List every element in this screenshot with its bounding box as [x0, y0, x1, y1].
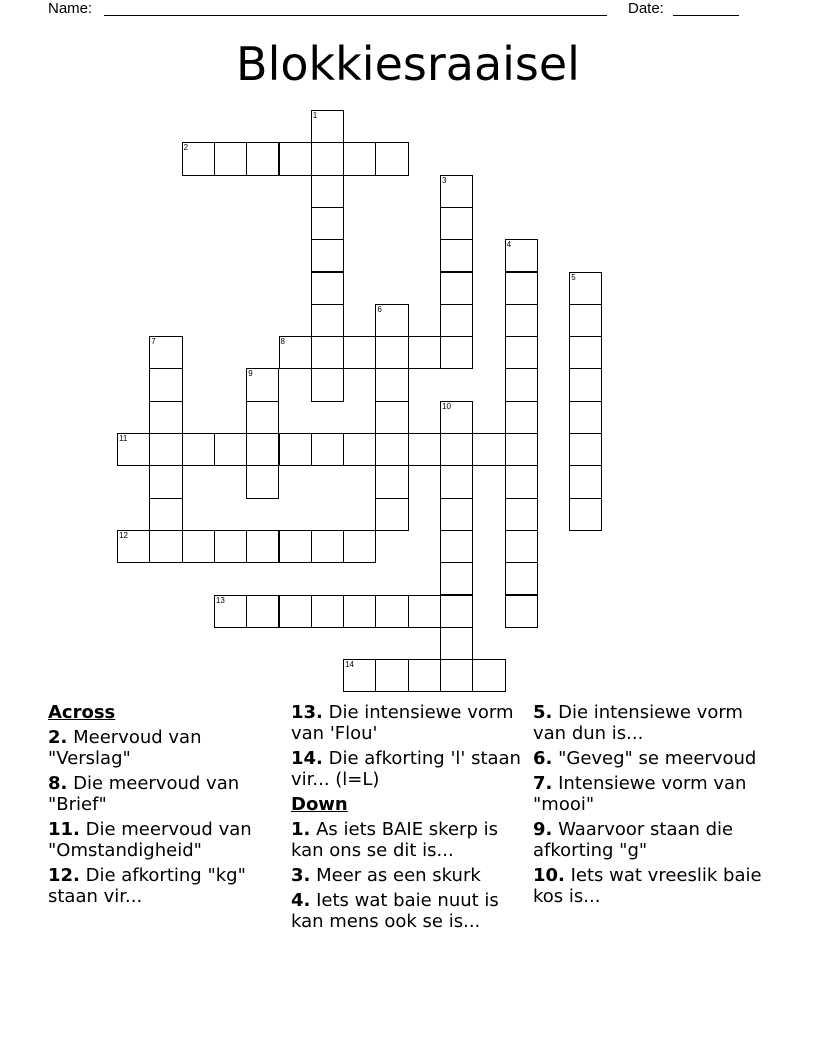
clue-item: [291, 819, 525, 861]
grid-cell[interactable]: [246, 530, 279, 563]
grid-cell[interactable]: [505, 562, 538, 595]
grid-cell[interactable]: [440, 401, 473, 434]
clue-number-label: 1.: [291, 819, 311, 840]
grid-cell[interactable]: [149, 498, 182, 531]
clue-item: [291, 865, 525, 886]
grid-cell[interactable]: [505, 498, 538, 531]
grid-cell[interactable]: [569, 336, 602, 369]
clue-number-label: 14.: [291, 748, 323, 769]
grid-cell[interactable]: [311, 272, 344, 305]
clue-item: [48, 865, 280, 907]
grid-cell[interactable]: [149, 368, 182, 401]
clue-number: 14: [345, 660, 354, 670]
grid-cell[interactable]: [246, 433, 279, 466]
grid-cell[interactable]: [279, 142, 312, 175]
grid-cell[interactable]: [472, 659, 505, 692]
grid-cell[interactable]: [343, 595, 376, 628]
grid-cell[interactable]: [375, 142, 408, 175]
grid-cell[interactable]: [214, 530, 247, 563]
grid-cell[interactable]: [440, 498, 473, 531]
grid-cell[interactable]: [505, 465, 538, 498]
clue-item: [48, 819, 280, 861]
grid-cell[interactable]: [440, 627, 473, 660]
grid-cell[interactable]: [182, 530, 215, 563]
grid-cell[interactable]: [440, 433, 473, 466]
grid-cell[interactable]: [246, 595, 279, 628]
clue-text: Die meervoud van "Brief": [48, 773, 240, 815]
grid-cell[interactable]: [505, 239, 538, 272]
grid-cell[interactable]: [182, 433, 215, 466]
grid-cell[interactable]: [440, 465, 473, 498]
grid-cell[interactable]: [440, 239, 473, 272]
grid-cell[interactable]: [149, 465, 182, 498]
grid-cell[interactable]: [149, 401, 182, 434]
grid-cell[interactable]: [375, 659, 408, 692]
grid-cell[interactable]: [311, 207, 344, 240]
grid-cell[interactable]: [505, 530, 538, 563]
grid-cell[interactable]: [311, 530, 344, 563]
grid-cell[interactable]: [149, 530, 182, 563]
grid-cell[interactable]: [214, 433, 247, 466]
grid-cell[interactable]: [279, 595, 312, 628]
clue-number-label: 5.: [533, 702, 553, 723]
clue-text: Die afkorting 'l' staan vir... (l=L): [291, 748, 521, 790]
clue-number: 1: [312, 111, 318, 120]
grid-cell[interactable]: [408, 433, 441, 466]
clue-number-label: 10.: [533, 865, 565, 886]
clue-number: 9: [248, 369, 253, 379]
clue-item: [533, 819, 765, 861]
clue-number: 11: [119, 434, 128, 443]
grid-cell[interactable]: [149, 336, 182, 369]
clue-item: [291, 748, 525, 790]
grid-cell[interactable]: [472, 433, 505, 466]
grid-cell[interactable]: [311, 433, 344, 466]
grid-cell[interactable]: [343, 433, 376, 466]
page-title: Blokkiesraaisel: [236, 37, 580, 91]
across-heading: Across: [48, 702, 116, 723]
grid-cell[interactable]: [375, 465, 408, 498]
grid-cell[interactable]: [408, 659, 441, 692]
clue-number-label: 8.: [48, 773, 68, 794]
grid-cell[interactable]: [440, 207, 473, 240]
grid-cell[interactable]: [343, 336, 376, 369]
clue-number-label: 3.: [291, 865, 311, 886]
grid-cell[interactable]: [311, 142, 344, 175]
grid-cell[interactable]: [246, 368, 279, 401]
clue-text: Intensiewe vorm van "mooi": [533, 773, 747, 815]
grid-cell[interactable]: [375, 433, 408, 466]
clue-number: 5: [571, 272, 576, 282]
clue-item: [533, 748, 765, 769]
grid-cell[interactable]: [505, 595, 538, 628]
grid-cell[interactable]: [569, 465, 602, 498]
grid-cell[interactable]: [214, 142, 247, 175]
clue-text: "Geveg" se meervoud: [552, 748, 757, 769]
clue-item: [533, 773, 765, 815]
grid-cell[interactable]: [505, 304, 538, 337]
grid-cell[interactable]: [279, 530, 312, 563]
grid-cell[interactable]: [117, 530, 150, 563]
grid-cell[interactable]: [375, 336, 408, 369]
grid-cell[interactable]: [311, 239, 344, 272]
clue-text: Iets wat vreeslik baie kos is...: [533, 865, 762, 907]
grid-cell[interactable]: [182, 142, 215, 175]
grid-cell[interactable]: [246, 465, 279, 498]
clue-number-label: 12.: [48, 865, 80, 886]
clue-item: [48, 773, 280, 815]
clues-column-1: [48, 702, 280, 911]
grid-cell[interactable]: [311, 175, 344, 208]
clue-number-label: 4.: [291, 890, 311, 911]
grid-cell[interactable]: [505, 368, 538, 401]
grid-cell[interactable]: [569, 272, 602, 305]
grid-cell[interactable]: [375, 498, 408, 531]
grid-cell[interactable]: [343, 659, 376, 692]
clue-item: [291, 890, 525, 932]
grid-cell[interactable]: [311, 304, 344, 337]
grid-cell[interactable]: [440, 595, 473, 628]
clue-text: Waarvoor staan die afkorting "g": [533, 819, 734, 861]
grid-cell[interactable]: [569, 368, 602, 401]
grid-cell[interactable]: [440, 304, 473, 337]
clue-number-label: 6.: [533, 748, 553, 769]
clue-number-label: 2.: [48, 727, 68, 748]
clue-item: [48, 727, 280, 769]
grid-cell[interactable]: [279, 433, 312, 466]
grid-cell[interactable]: [440, 336, 473, 369]
grid-cell[interactable]: [375, 595, 408, 628]
grid-cell[interactable]: [214, 595, 247, 628]
clue-item: [533, 702, 765, 744]
clue-text: As iets BAIE skerp is kan ons se dit is...: [291, 819, 498, 861]
clues-column-3: [533, 702, 765, 911]
grid-cell[interactable]: [505, 433, 538, 466]
grid-cell[interactable]: [408, 336, 441, 369]
clue-number: 13: [215, 595, 225, 605]
grid-cell[interactable]: [343, 530, 376, 563]
grid-cell[interactable]: [311, 110, 344, 143]
grid-cell[interactable]: [311, 336, 344, 369]
grid-cell[interactable]: [505, 272, 538, 305]
clue-text: Die meervoud van "Omstandigheid": [48, 819, 252, 861]
clue-text: Meer as een skurk: [310, 865, 481, 886]
clue-number: 6: [377, 304, 382, 314]
grid-cell[interactable]: [117, 433, 150, 466]
clue-number: 8: [280, 337, 285, 347]
grid-cell[interactable]: [440, 175, 473, 208]
grid-cell[interactable]: [440, 530, 473, 563]
grid-cell[interactable]: [311, 595, 344, 628]
clue-number-label: 9.: [533, 819, 553, 840]
clue-text: Die intensiewe vorm van dun is...: [533, 702, 743, 744]
grid-cell[interactable]: [569, 401, 602, 434]
clue-text: Iets wat baie nuut is kan mens ook se is...: [291, 890, 499, 932]
grid-cell[interactable]: [375, 401, 408, 434]
date-label: Date:: [628, 0, 664, 17]
clue-number: 2: [183, 143, 189, 153]
grid-cell[interactable]: [375, 368, 408, 401]
grid-cell[interactable]: [343, 142, 376, 175]
grid-cell[interactable]: [246, 142, 279, 175]
clue-number: 3: [442, 175, 447, 185]
grid-cell[interactable]: [505, 401, 538, 434]
grid-cell[interactable]: [569, 433, 602, 466]
grid-cell[interactable]: [149, 433, 182, 466]
down-heading: Down: [291, 794, 348, 815]
clue-text: Meervoud van "Verslag": [48, 727, 202, 769]
grid-cell[interactable]: [440, 272, 473, 305]
grid-cell[interactable]: [311, 368, 344, 401]
grid-cell[interactable]: [505, 336, 538, 369]
grid-cell[interactable]: [279, 336, 312, 369]
clue-number-label: 11.: [48, 819, 80, 840]
grid-cell[interactable]: [569, 304, 602, 337]
clue-number: 7: [151, 337, 156, 347]
name-label: Name:: [48, 0, 93, 17]
grid-cell[interactable]: [408, 595, 441, 628]
clues-column-2: [291, 702, 525, 936]
clue-item: [291, 702, 525, 744]
clue-number-label: 7.: [533, 773, 553, 794]
clue-number-label: 13.: [291, 702, 323, 723]
clue-text: Die afkorting "kg" staan vir...: [48, 865, 246, 907]
grid-cell[interactable]: [569, 498, 602, 531]
grid-cell[interactable]: [246, 401, 279, 434]
clue-number: 4: [506, 240, 512, 250]
grid-cell[interactable]: [375, 304, 408, 337]
grid-cell[interactable]: [440, 659, 473, 692]
clue-number: 12: [119, 530, 128, 540]
clue-text: Die intensiewe vorm van 'Flou': [291, 702, 514, 744]
clue-number: 10: [442, 401, 451, 411]
grid-cell[interactable]: [440, 562, 473, 595]
clue-item: [533, 865, 765, 907]
